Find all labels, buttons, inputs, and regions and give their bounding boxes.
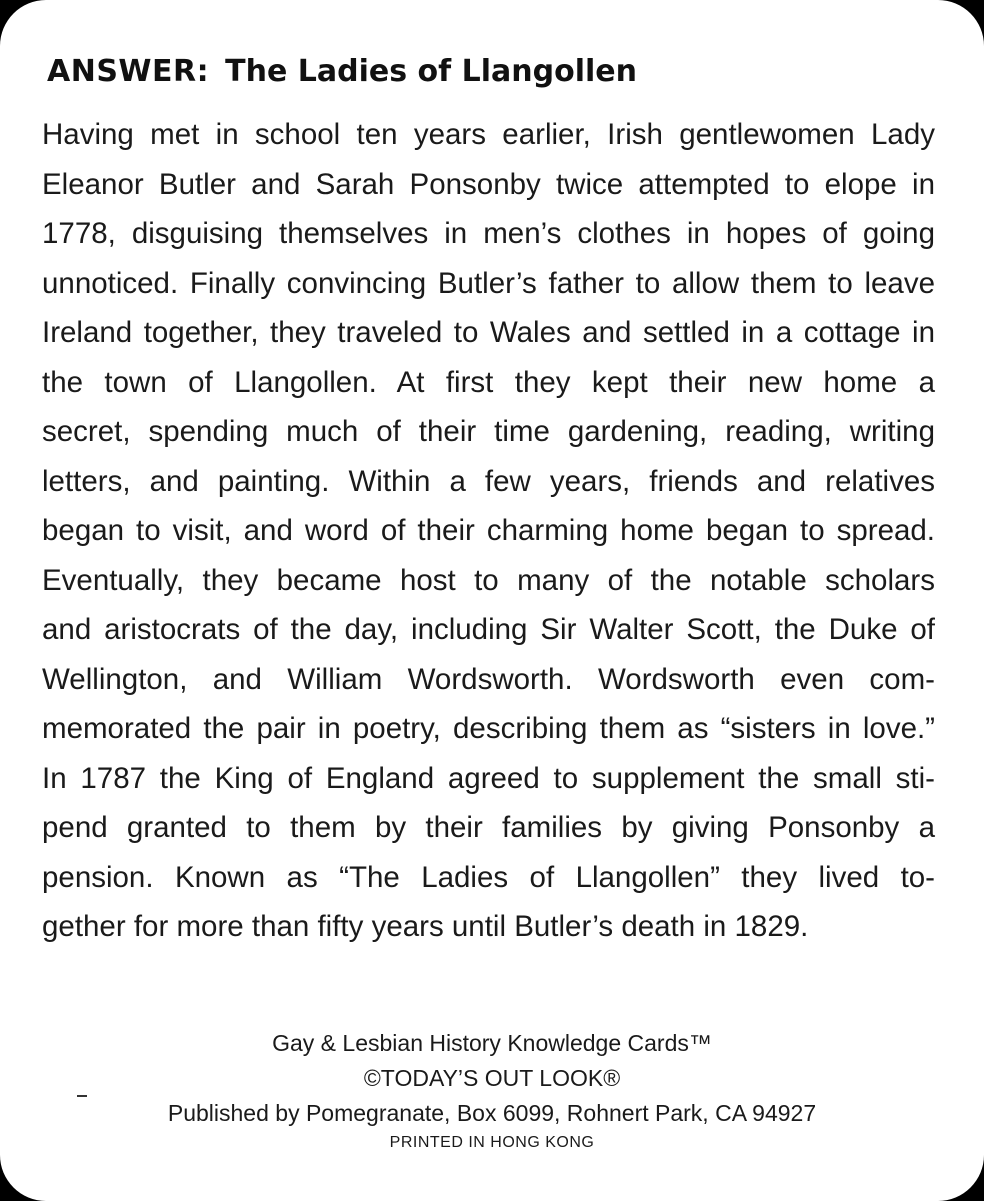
body-line: Wellington, and William Wordsworth. Wordsworth even com- — [42, 662, 935, 696]
body-line: began to visit, and word of their charming home began to spread. — [42, 514, 935, 547]
answer-label: ANSWER: — [47, 54, 210, 89]
body-line: secret, spending much of their time gardening, reading, writing — [42, 415, 935, 448]
body-line: Eleanor Butler and Sarah Ponsonby twice attempted to elope in — [42, 167, 935, 201]
body-line: unnoticed. Finally convincing Butler’s father to allow them to leave — [42, 266, 935, 300]
series-name: Gay & Lesbian History Knowledge Cards™ — [272, 1030, 712, 1056]
copyright-line: ©TODAY’S OUT LOOK® — [363, 1065, 621, 1091]
body-line: In 1787 the King of England agreed to supplement the small sti- — [42, 761, 935, 795]
answer-title: The Ladies of Llangollen — [225, 54, 637, 89]
body-line: 1778, disguising themselves in men’s clothes in hopes of going — [42, 217, 935, 250]
body-line: and aristocrats of the day, including Sir Walter Scott, the Duke of — [42, 613, 935, 646]
card-footer — [0, 1026, 984, 1156]
body-line: the town of Llangollen. At first they kept their new home a — [42, 365, 935, 399]
body-line: Eventually, they became host to many of the notable scholars — [42, 563, 935, 597]
body-line: letters, and painting. Within a few years, friends and relatives — [42, 464, 935, 498]
body-line: pension. Known as “The Ladies of Llangollen” they lived to- — [42, 860, 935, 894]
printed-line: PRINTED IN HONG KONG — [389, 1134, 595, 1151]
answer-heading — [47, 50, 637, 94]
body-line: gether for more than fifty years until Butler’s death in 1829. — [42, 910, 809, 943]
body-line: Ireland together, they traveled to Wales and settled in a cottage in — [42, 316, 935, 349]
body-line: pend granted to them by their families by giving Ponsonby a — [42, 811, 935, 844]
publisher-line: Published by Pomegranate, Box 6099, Rohnert Park, CA 94927 — [167, 1100, 817, 1126]
body-line: Having met in school ten years earlier, Irish gentlewomen Lady — [42, 118, 935, 151]
body-line: memorated the pair in poetry, describing them as “sisters in love.” — [42, 712, 935, 745]
answer-body — [42, 110, 935, 952]
